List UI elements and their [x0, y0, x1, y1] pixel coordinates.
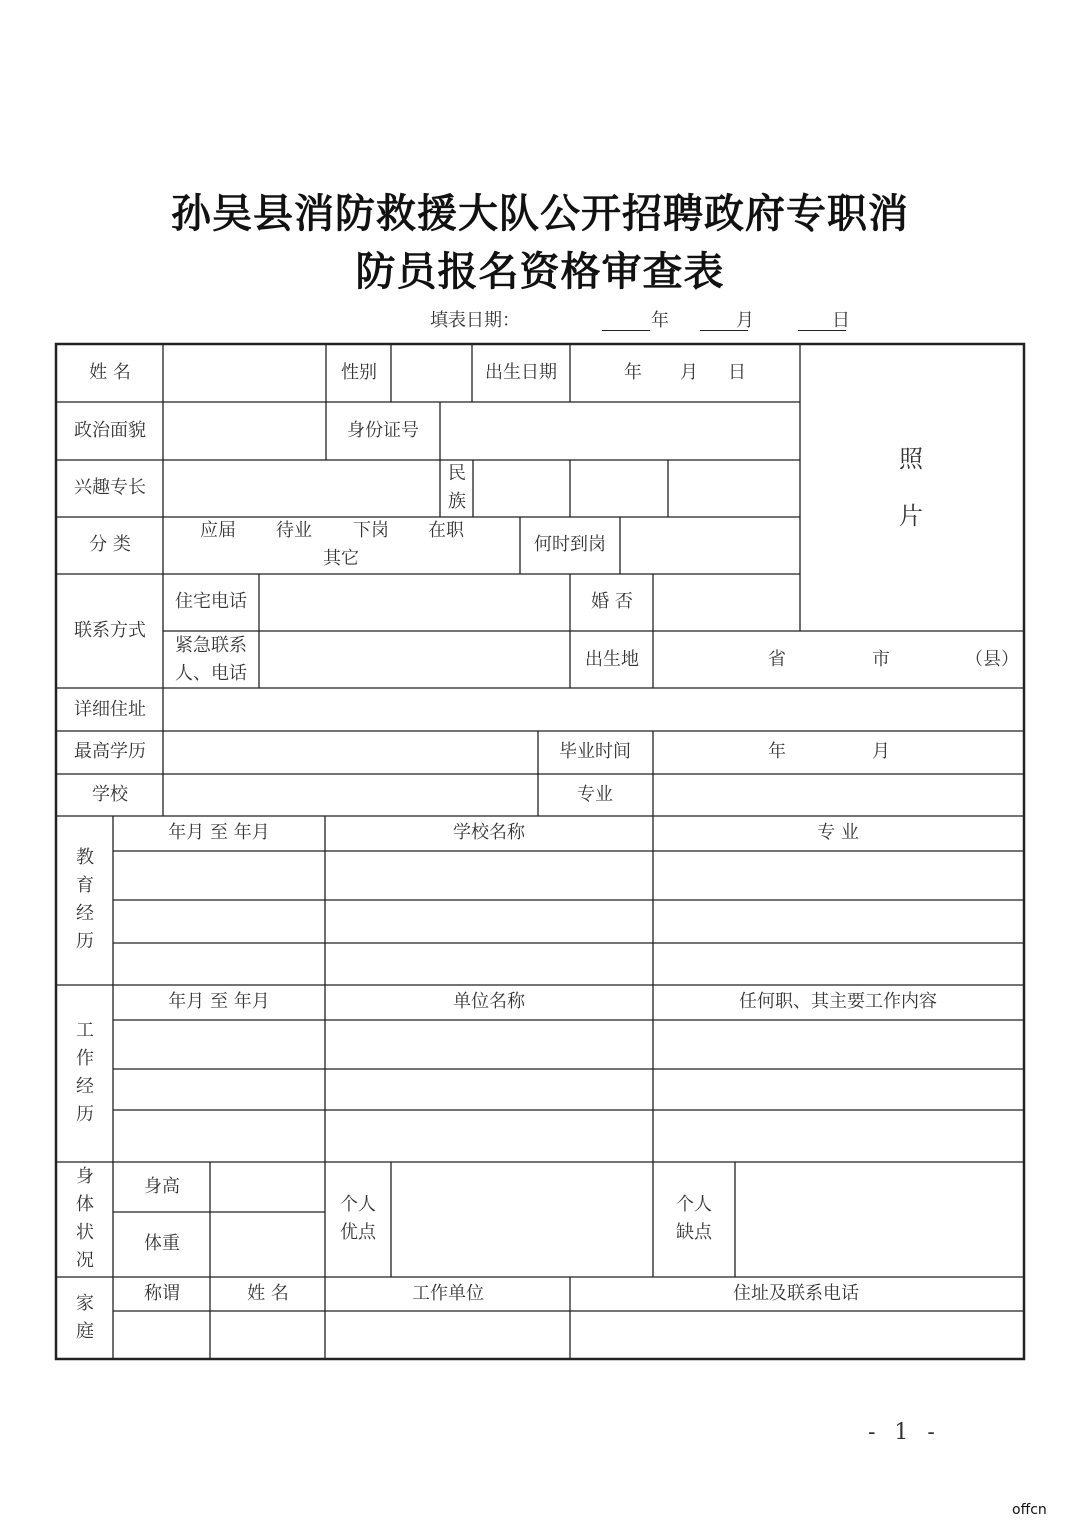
work-unit-name-header: 单位名称 — [453, 991, 525, 1012]
physical-condition-label: 身体状况 — [76, 1166, 94, 1271]
form-title-line1: 孙吴县消防救援大队公开招聘政府专职消 — [171, 191, 909, 237]
strengths-label: 个人优点 — [340, 1194, 376, 1243]
fill-date-month: 月 — [736, 310, 754, 331]
weaknesses-label: 个人缺点 — [676, 1194, 712, 1243]
option-fresh-graduate[interactable]: 应届 — [200, 520, 236, 541]
birth-day-unit: 日 — [728, 362, 746, 383]
fill-date-year: 年 — [651, 310, 669, 331]
birth-month-unit: 月 — [680, 362, 698, 383]
birthplace-province-unit: 省 — [768, 649, 786, 670]
school-label: 学校 — [92, 784, 128, 805]
option-unemployed[interactable]: 待业 — [276, 520, 312, 541]
work-history-label: 工作经历 — [76, 1020, 94, 1125]
edu-period-header: 年月 至 年月 — [168, 822, 270, 843]
option-other[interactable]: 其它 — [323, 548, 359, 569]
education-history-label: 教育经历 — [76, 847, 94, 952]
edu-major-header: 专 业 — [817, 822, 859, 843]
birthplace-label: 出生地 — [585, 649, 639, 670]
graduation-year-unit: 年 — [768, 741, 786, 762]
family-address-phone-header: 住址及联系电话 — [733, 1283, 859, 1304]
height-label: 身高 — [144, 1176, 180, 1197]
id-number-label: 身份证号 — [347, 420, 419, 441]
photo-label-char1: 照 — [899, 445, 923, 473]
home-phone-label: 住宅电话 — [175, 591, 247, 612]
work-period-header: 年月 至 年月 — [168, 991, 270, 1012]
family-label: 家庭 — [76, 1293, 94, 1342]
weight-label: 体重 — [144, 1233, 180, 1254]
birth-year-unit: 年 — [624, 362, 642, 383]
edu-school-name-header: 学校名称 — [453, 822, 525, 843]
category-label: 分 类 — [89, 534, 131, 555]
watermark-logo: offcn — [1012, 1502, 1047, 1518]
fill-date-day: 日 — [832, 310, 850, 331]
graduation-month-unit: 月 — [872, 741, 890, 762]
address-label: 详细住址 — [74, 699, 146, 720]
photo-label-char2: 片 — [899, 502, 923, 530]
politics-label: 政治面貌 — [74, 420, 146, 441]
marital-status-label: 婚 否 — [591, 591, 633, 612]
option-laid-off[interactable]: 下岗 — [353, 520, 389, 541]
emergency-contact-label-line2: 人、电话 — [175, 663, 247, 684]
family-work-unit-header: 工作单位 — [412, 1283, 484, 1304]
start-time-label: 何时到岗 — [534, 534, 606, 555]
birth-date-label: 出生日期 — [485, 362, 557, 383]
birthplace-city-unit: 市 — [872, 649, 890, 670]
family-name-header: 姓 名 — [247, 1283, 289, 1304]
contact-label: 联系方式 — [74, 620, 146, 641]
form-title-line2: 防员报名资格审查表 — [355, 249, 725, 295]
work-position-header: 任何职、其主要工作内容 — [739, 991, 937, 1012]
option-employed[interactable]: 在职 — [428, 520, 464, 541]
family-relation-header: 称谓 — [144, 1283, 180, 1304]
birthplace-county-unit: （县） — [965, 649, 1019, 670]
gender-label: 性别 — [341, 362, 377, 383]
hobby-label: 兴趣专长 — [74, 477, 146, 498]
major-label: 专业 — [577, 784, 613, 805]
page-number: - 1 - — [868, 1420, 941, 1445]
emergency-contact-label-line1: 紧急联系 — [175, 635, 247, 656]
graduation-time-label: 毕业时间 — [559, 741, 631, 762]
ethnicity-label: 民族 — [448, 463, 466, 512]
fill-date-label: 填表日期： — [430, 310, 520, 331]
highest-education-label: 最高学历 — [74, 741, 146, 762]
name-label: 姓 名 — [89, 362, 131, 383]
